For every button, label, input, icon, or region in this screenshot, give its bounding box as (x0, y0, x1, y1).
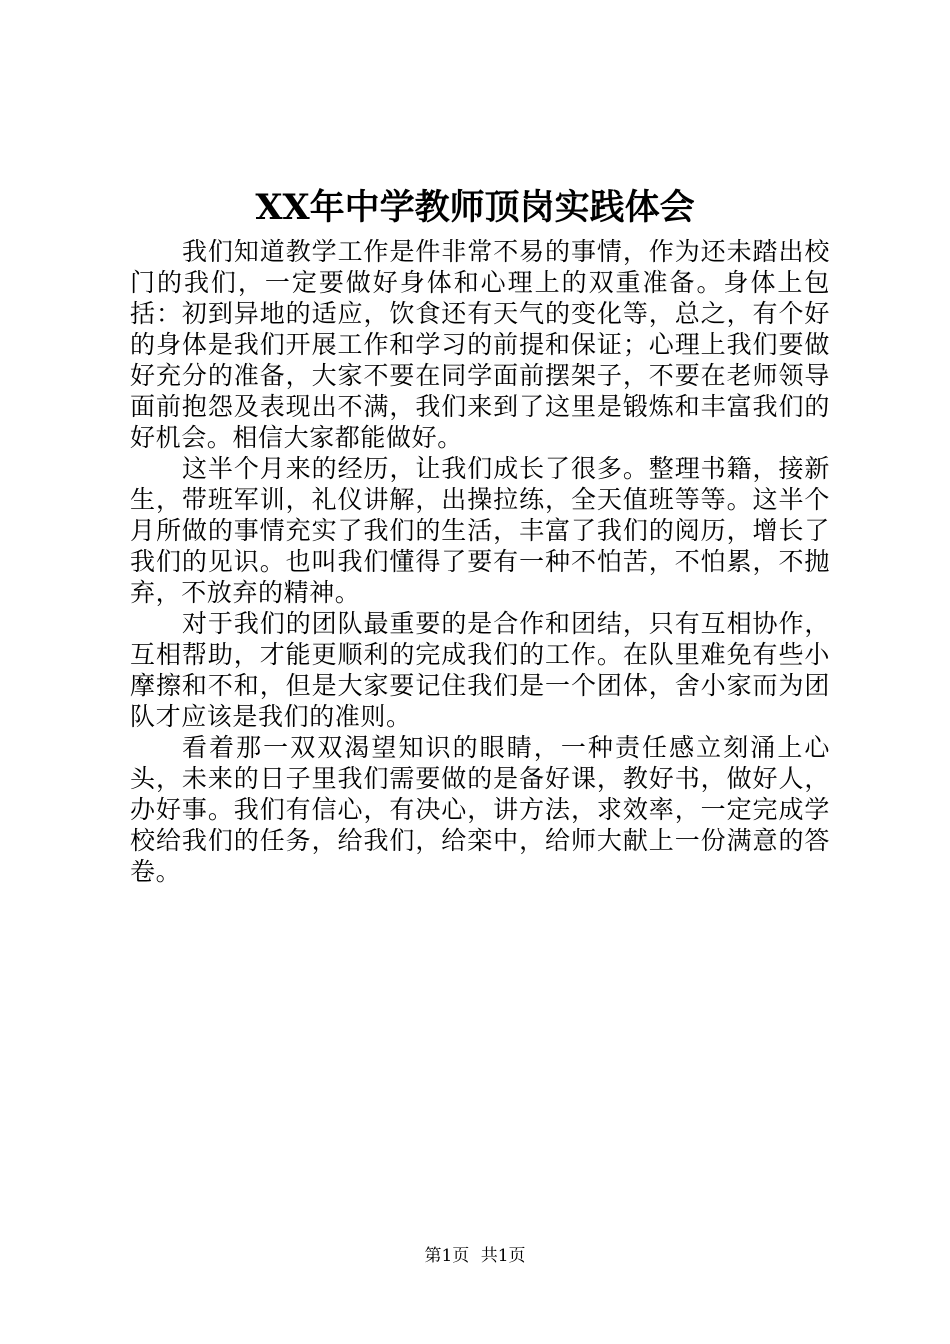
paragraph-2: 这半个月来的经历，让我们成长了很多。整理书籍，接新生，带班军训，礼仪讲解，出操拉练，全天值班等等。这半个月所做的事情充实了我们的生活，丰富了我们的阅历，增长了我们的见识。也叫我们懂得了要有一种不怕苦，不怕累，不抛弃，不放弃的精神。 (130, 454, 830, 607)
paragraph-1: 我们知道教学工作是件非常不易的事情，作为还未踏出校门的我们，一定要做好身体和心理上的双重准备。身体上包括：初到异地的适应，饮食还有天气的变化等，总之，有个好的身体是我们开展工作和学习的前提和保证；心理上我们要做好充分的准备，大家不要在同学面前摆架子，不要在老师领导面前抱怨及表现出不满，我们来到了这里是锻炼和丰富我们的好机会。相信大家都能做好。 (130, 237, 830, 452)
paragraph-4: 看着那一双双渴望知识的眼睛，一种责任感立刻涌上心头，未来的日子里我们需要做的是备好课，教好书，做好人，办好事。我们有信心，有决心，讲方法，求效率，一定完成学校给我们的任务，给我们，给栾中，给师大献上一份满意的答卷。 (130, 733, 830, 886)
page-total: 共1页 (480, 1246, 526, 1266)
paragraph-3: 对于我们的团队最重要的是合作和团结，只有互相协作，互相帮助，才能更顺利的完成我们的工作。在队里难免有些小摩擦和不和，但是大家要记住我们是一个团体，舍小家而为团队才应该是我们的准则。 (130, 609, 830, 731)
document-title: XX年中学教师顶岗实践体会 (255, 187, 695, 228)
document-body (130, 236, 830, 887)
page-footer (0, 1244, 950, 1268)
page-number: 第1页 (424, 1246, 470, 1266)
